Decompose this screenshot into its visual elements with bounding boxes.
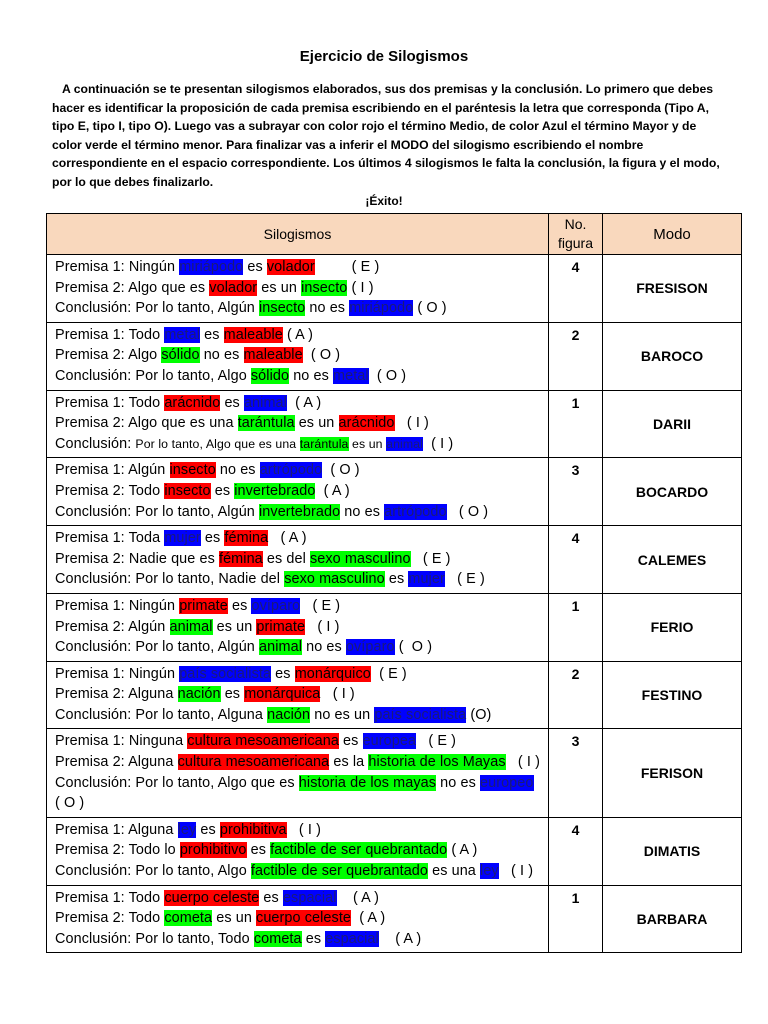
- conclusion-line: [55, 502, 542, 523]
- termino-mayor: metal: [333, 367, 369, 384]
- termino-mayor: país socialista: [179, 665, 272, 682]
- text-segment: ( O ): [368, 367, 407, 384]
- silogismo-cell: [47, 593, 549, 661]
- termino-medio: volador: [266, 259, 315, 275]
- text-segment: ( I ): [347, 279, 374, 296]
- termino-menor: factible de ser quebrantado: [250, 863, 428, 880]
- text-segment: es: [271, 665, 295, 682]
- premisa-line: [55, 549, 542, 570]
- text-segment: ( A ): [336, 889, 380, 906]
- termino-medio: maleable: [223, 326, 283, 343]
- termino-medio: fémina: [224, 530, 269, 547]
- text-segment: Conclusión: Por lo tanto, Algún: [55, 639, 259, 656]
- termino-mayor: país socialista: [374, 706, 467, 723]
- text-segment: es: [243, 259, 267, 275]
- text-segment: ( A ): [286, 394, 322, 411]
- conclusion-line: [55, 569, 542, 590]
- text-segment: ( I ): [422, 435, 454, 452]
- termino-mayor: metal: [164, 326, 201, 343]
- silogismo-cell: [47, 729, 549, 817]
- termino-menor: tarántula: [299, 436, 349, 451]
- premisa-line: [55, 345, 542, 366]
- figura-cell: 4: [549, 255, 603, 323]
- termino-menor: invertebrado: [234, 482, 316, 499]
- text-segment: es: [200, 530, 225, 547]
- text-segment: Premisa 1: Alguna: [55, 821, 178, 838]
- termino-medio: cuerpo celeste: [164, 889, 260, 906]
- text-segment: es un: [257, 279, 302, 296]
- figura-cell: 4: [549, 817, 603, 885]
- text-segment: ( A ): [378, 930, 422, 947]
- text-segment: no es: [199, 347, 244, 364]
- modo-cell: BAROCO: [603, 322, 742, 390]
- modo-cell: DARII: [603, 390, 742, 458]
- termino-menor: animal: [169, 618, 213, 635]
- text-segment: es: [259, 889, 283, 906]
- text-segment: no es un: [310, 706, 375, 723]
- termino-menor: insecto: [259, 300, 306, 317]
- termino-menor: sexo masculino: [284, 571, 385, 588]
- conclusion-line: [55, 773, 546, 814]
- premisa-line: [55, 840, 542, 861]
- termino-mayor: ley: [177, 821, 197, 838]
- text-segment: Conclusión: Por lo tanto, Alguna: [55, 706, 268, 723]
- text-segment: ( E ): [300, 597, 341, 614]
- text-segment: Premisa 1: Todo: [55, 394, 165, 411]
- table-row: [47, 729, 742, 817]
- text-segment: ( E ): [410, 550, 451, 567]
- text-segment: ( O ): [446, 503, 489, 520]
- termino-menor: sexo masculino: [309, 550, 411, 567]
- text-segment: Conclusión: Por lo tanto, Todo: [55, 930, 254, 947]
- text-segment: Premisa 1: Todo: [55, 889, 165, 906]
- termino-medio: prohibitivo: [179, 842, 247, 859]
- figura-cell: 3: [549, 729, 603, 817]
- text-segment: no es: [436, 774, 480, 791]
- conclusion-line: [55, 637, 542, 658]
- text-segment: Premisa 1: Algún: [55, 462, 170, 479]
- premisa-line: [55, 617, 542, 638]
- text-segment: Premisa 1: Todo: [55, 326, 165, 343]
- text-segment: es la: [329, 754, 369, 771]
- text-segment: Premisa 2: Todo: [55, 482, 165, 499]
- premisa-line: [55, 393, 542, 414]
- termino-mayor: animal: [243, 394, 287, 411]
- termino-menor: nación: [177, 686, 221, 703]
- text-segment: Premisa 1: Toda: [55, 530, 165, 547]
- exito-text: ¡Éxito!: [365, 194, 403, 208]
- termino-medio: cultura mesoamericana: [187, 733, 339, 750]
- conclusion-line: [55, 929, 542, 950]
- text-segment: Premisa 1: Ningún: [55, 259, 180, 275]
- text-segment: no es: [302, 639, 346, 656]
- modo-cell: FRESISON: [603, 255, 742, 323]
- text-segment: Premisa 2: Alguna: [55, 754, 178, 771]
- header-silogismos: Silogismos: [47, 214, 549, 255]
- modo-cell: DIMATIS: [603, 817, 742, 885]
- termino-medio: monárquica: [244, 686, 321, 703]
- header-figura: No. figura: [549, 214, 603, 255]
- conclusion-line: [55, 434, 542, 455]
- silogismo-cell: [47, 885, 549, 953]
- text-segment: Premisa 2: Alguna: [55, 686, 178, 703]
- termino-menor: sólido: [250, 367, 290, 384]
- table-header-row: [47, 214, 742, 255]
- silogismos-table: [46, 213, 742, 953]
- modo-cell: FERIO: [603, 593, 742, 661]
- text-segment: ( I ): [286, 821, 321, 838]
- figura-cell: 1: [549, 390, 603, 458]
- termino-mayor: mujer: [164, 530, 201, 547]
- termino-menor: historia de los Mayas: [368, 754, 506, 771]
- table-row: [47, 593, 742, 661]
- silogismo-cell: [47, 255, 549, 323]
- text-segment: no es: [215, 462, 260, 479]
- termino-medio: arácnido: [338, 415, 395, 432]
- text-segment: ( O ): [55, 774, 546, 812]
- silogismo-cell: [47, 322, 549, 390]
- text-segment: ( O ): [322, 462, 360, 479]
- table-row: [47, 661, 742, 729]
- figura-cell: 2: [549, 322, 603, 390]
- premisa-line: [55, 325, 542, 346]
- text-segment: ( I ): [498, 863, 534, 880]
- text-segment: Premisa 2: Todo: [55, 910, 165, 927]
- text-segment: ( A ): [315, 482, 350, 499]
- figura-cell: 4: [549, 526, 603, 594]
- modo-cell: CALEMES: [603, 526, 742, 594]
- premisa-line: [55, 684, 542, 705]
- silogismo-cell: [47, 390, 549, 458]
- premisa-line: [55, 481, 542, 502]
- table-row: [47, 458, 742, 526]
- termino-mayor: ovíparo: [251, 597, 301, 614]
- termino-medio: insecto: [164, 482, 211, 499]
- text-segment: (O): [466, 706, 492, 723]
- text-segment: Premisa 2: Algo que es: [55, 279, 210, 296]
- premisa-line: [55, 528, 542, 549]
- text-segment: no es: [289, 367, 333, 384]
- text-segment: es: [196, 821, 220, 838]
- termino-mayor: animal: [386, 436, 423, 451]
- figura-cell: 1: [549, 593, 603, 661]
- header-modo: Modo: [603, 214, 742, 255]
- table-row: [47, 526, 742, 594]
- silogismo-cell: [47, 526, 549, 594]
- termino-mayor: europeo: [479, 774, 534, 791]
- silogismo-cell: [47, 458, 549, 526]
- termino-mayor: artrópodo: [259, 462, 323, 479]
- termino-menor: historia de los mayas: [298, 774, 437, 791]
- termino-mayor: espacial: [282, 889, 337, 906]
- text-segment: es: [210, 482, 235, 499]
- premisa-line: [55, 908, 542, 929]
- text-segment: Premisa 2: Algún: [55, 618, 170, 635]
- text-segment: Conclusión: Por lo tanto, Algún: [55, 300, 259, 317]
- modo-cell: FERISON: [603, 729, 742, 817]
- premisa-line: [55, 752, 542, 773]
- termino-menor: cometa: [164, 910, 213, 927]
- text-segment: es: [220, 394, 244, 411]
- termino-mayor: espacial: [325, 930, 379, 947]
- text-segment: ( A ): [447, 842, 478, 859]
- text-segment: Premisa 2: Nadie que es: [55, 550, 219, 567]
- text-segment: no es: [340, 503, 385, 520]
- modo-cell: BARBARA: [603, 885, 742, 953]
- termino-medio: cultura mesoamericana: [177, 754, 330, 771]
- text-segment: es: [338, 733, 363, 750]
- text-segment: ( E ): [444, 571, 485, 588]
- text-segment: Premisa 1: Ningún: [55, 665, 180, 682]
- modo-cell: FESTINO: [603, 661, 742, 729]
- text-segment: ( E ): [416, 733, 457, 750]
- text-segment: ( O ): [302, 347, 341, 364]
- termino-medio: volador: [209, 279, 258, 296]
- text-segment: es un: [212, 910, 257, 927]
- premisa-line: [55, 278, 542, 299]
- text-segment: Premisa 1: Ninguna: [55, 733, 188, 750]
- figura-cell: 2: [549, 661, 603, 729]
- text-segment: no es: [305, 300, 350, 317]
- text-segment: ( E ): [314, 259, 380, 275]
- text-segment: es un: [348, 436, 387, 451]
- termino-medio: arácnido: [164, 394, 221, 411]
- termino-menor: factible de ser quebrantado: [270, 842, 448, 859]
- text-segment: ( A ): [351, 910, 386, 927]
- termino-menor: cometa: [253, 930, 302, 947]
- text-segment: Conclusión: Por lo tanto, Algo que es: [55, 774, 299, 791]
- text-segment: ( I ): [320, 686, 355, 703]
- termino-medio: insecto: [169, 462, 216, 479]
- instructions-paragraph: [52, 80, 720, 191]
- termino-menor: insecto: [301, 279, 348, 296]
- text-segment: es un: [212, 618, 257, 635]
- termino-medio: primate: [179, 597, 228, 614]
- text-segment: Premisa 2: Algo: [55, 347, 162, 364]
- termino-medio: monárquico: [294, 665, 371, 682]
- page-title: Ejercicio de Silogismos: [299, 48, 469, 65]
- termino-menor: animal: [259, 639, 302, 656]
- text-segment: Conclusión: Por lo tanto, Algo: [55, 367, 251, 384]
- text-segment: ( A ): [282, 326, 314, 343]
- table-row: [47, 817, 742, 885]
- text-segment: ( A ): [268, 530, 307, 547]
- conclusion-line: [55, 861, 542, 882]
- text-segment: Conclusión: Por lo tanto, Algún: [55, 503, 259, 520]
- premisa-line: [55, 888, 542, 909]
- text-segment: es una: [428, 863, 481, 880]
- text-segment: Premisa 2: Algo que es una: [55, 415, 238, 432]
- termino-mayor: europea: [362, 733, 417, 750]
- premisa-line: [55, 257, 542, 278]
- termino-menor: invertebrado: [259, 503, 341, 520]
- premisa-line: [55, 664, 542, 685]
- table-row: [47, 322, 742, 390]
- text-segment: es del: [262, 550, 310, 567]
- premisa-line: [55, 820, 542, 841]
- text-segment: es: [384, 571, 409, 588]
- text-segment: Conclusión: Por lo tanto, Nadie del: [55, 571, 285, 588]
- termino-medio: prohibitiva: [219, 821, 287, 838]
- premisa-line: [55, 731, 542, 752]
- termino-mayor: ovíparo: [345, 639, 395, 656]
- silogismo-cell: [47, 817, 549, 885]
- conclusion-line: [55, 366, 542, 387]
- termino-menor: nación: [267, 706, 311, 723]
- termino-menor: tarántula: [237, 415, 295, 432]
- termino-medio: cuerpo celeste: [256, 910, 352, 927]
- text-segment: ( I ): [394, 415, 429, 432]
- termino-mayor: miriápodo: [179, 259, 244, 275]
- termino-mayor: artrópodo: [384, 503, 447, 520]
- table-row: [47, 390, 742, 458]
- text-segment: es: [220, 686, 245, 703]
- text-segment: ( E ): [370, 665, 407, 682]
- text-segment: es: [227, 597, 252, 614]
- silogismo-cell: [47, 661, 549, 729]
- termino-medio: primate: [256, 618, 306, 635]
- table-row: [47, 255, 742, 323]
- termino-medio: fémina: [218, 550, 263, 567]
- text-segment: es un: [294, 415, 339, 432]
- premisa-line: [55, 596, 542, 617]
- text-segment: es: [246, 842, 271, 859]
- text-segment: ( I ): [505, 754, 541, 771]
- table-row: [47, 885, 742, 953]
- termino-mayor: ley: [480, 863, 499, 880]
- text-segment: Premisa 2: Todo lo: [55, 842, 180, 859]
- text-segment: es: [301, 930, 326, 947]
- termino-mayor: mujer: [408, 571, 445, 588]
- instructions-text: A continuación se te presentan silogismos elaborados, sus dos premisas y la conclusión. Lo primero que debes hacer es identificar la proposición de cada premisa escribiendo en el paréntesis la letra que corresponda (Tipo A, tipo E, tipo I, tipo O). Luego vas a subrayar con color rojo el término Medio, de color Azul el término Mayor y de color verde el término menor. Para finalizar vas a inferir el MODO del silogismo escribiendo el nombre correspondiente en el espacio correspondiente. Los últimos 4 silogismos le falta la conclusión, la figura y el modo, por lo que debes finalizarlo.: [52, 82, 720, 189]
- text-segment: es: [200, 326, 224, 343]
- termino-medio: maleable: [243, 347, 303, 364]
- premisa-line: [55, 413, 542, 434]
- premisa-line: [55, 460, 542, 481]
- text-segment: Conclusión: Por lo tanto, Algo: [55, 863, 251, 880]
- text-segment: ( O ): [413, 300, 447, 317]
- termino-menor: sólido: [161, 347, 200, 364]
- text-segment: Por lo tanto, Algo que es una: [135, 436, 300, 451]
- text-segment: ( O ): [394, 639, 433, 656]
- figura-cell: 3: [549, 458, 603, 526]
- text-segment: Premisa 1: Ningún: [55, 597, 180, 614]
- figura-cell: 1: [549, 885, 603, 953]
- conclusion-line: [55, 705, 542, 726]
- conclusion-line: [55, 298, 542, 319]
- termino-mayor: miriápodo: [349, 300, 414, 317]
- modo-cell: BOCARDO: [603, 458, 742, 526]
- text-segment: ( I ): [305, 618, 340, 635]
- text-segment: Conclusión:: [55, 435, 136, 452]
- table-body: [47, 255, 742, 953]
